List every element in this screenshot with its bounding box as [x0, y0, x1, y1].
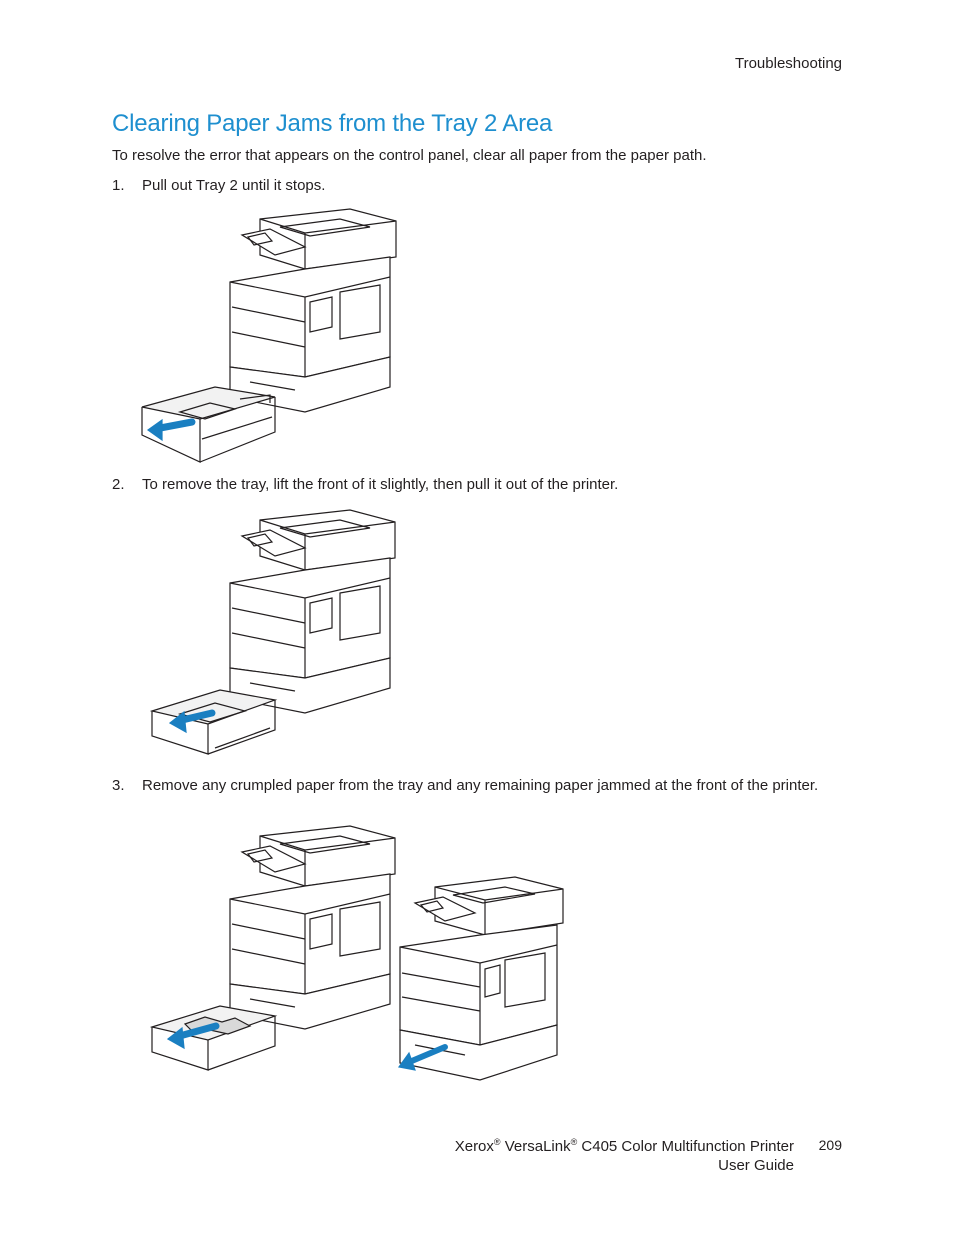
intro-paragraph: To resolve the error that appears on the control panel, clear all paper from the paper path.: [112, 147, 707, 164]
illustration-tray-removed: [150, 508, 400, 756]
page-number: 209: [818, 1137, 842, 1153]
footer-brand: Xerox: [454, 1138, 494, 1155]
illustration-remove-crumpled-paper: [150, 824, 400, 1072]
section-label: Troubleshooting: [734, 55, 842, 72]
step-2-text: To remove the tray, lift the front of it slightly, then pull it out of the printer.: [142, 476, 619, 493]
footer-product-name: VersaLink: [504, 1138, 571, 1155]
illustration-remove-front-paper: [395, 875, 570, 1085]
illustration-tray-pulled-out: [140, 207, 400, 465]
step-3-text: Remove any crumpled paper from the tray and any remaining paper jammed at the front of the printer.: [142, 777, 819, 794]
footer-doc: User Guide: [718, 1157, 794, 1174]
step-2-number: 2.: [112, 476, 125, 493]
step-3-number: 3.: [112, 777, 125, 794]
step-1-text: Pull out Tray 2 until it stops.: [142, 177, 326, 194]
footer-product-rest: C405 Color Multifunction Printer: [581, 1138, 794, 1155]
page-title: Clearing Paper Jams from the Tray 2 Area: [112, 110, 553, 137]
footer-product: Xerox® VersaLink® C405 Color Multifunction Printer User Guide: [400, 1137, 794, 1175]
step-1-number: 1.: [112, 177, 125, 194]
